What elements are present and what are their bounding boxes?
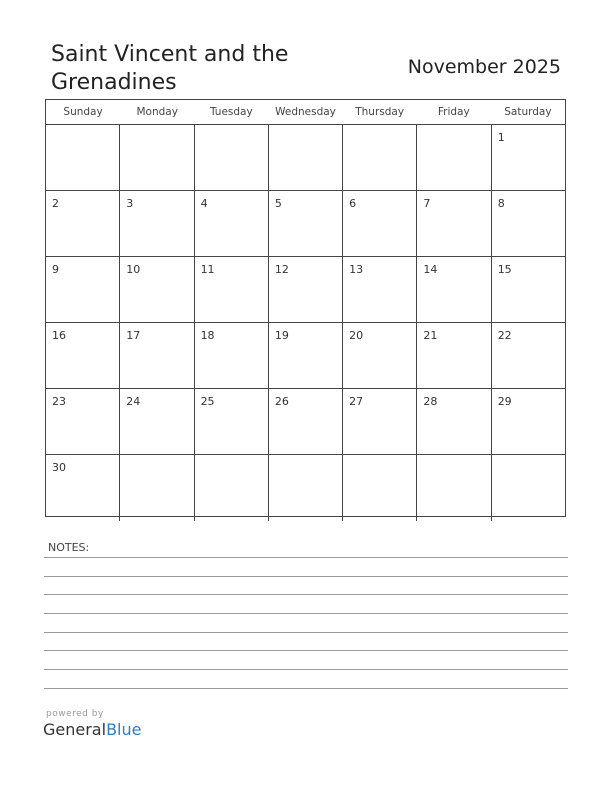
day-cell bbox=[269, 257, 343, 322]
weekday-sunday: Sunday bbox=[63, 106, 103, 118]
day-number: 8 bbox=[497, 197, 505, 210]
day-cell bbox=[417, 455, 491, 521]
month-label: November 2025 bbox=[407, 56, 561, 78]
day-cell bbox=[46, 323, 120, 388]
day-number: 5 bbox=[274, 197, 282, 210]
day-cell bbox=[46, 191, 120, 256]
day-cell bbox=[269, 125, 343, 190]
brand-blue: Blue bbox=[106, 720, 142, 739]
day-number: 9 bbox=[52, 263, 59, 276]
day-number: 7 bbox=[423, 197, 431, 210]
weekday-wednesday: Wednesday bbox=[275, 106, 336, 118]
day-cell bbox=[195, 191, 269, 256]
day-cell bbox=[492, 125, 565, 190]
day-cell bbox=[343, 455, 417, 521]
day-number: 12 bbox=[274, 263, 289, 276]
day-number: 19 bbox=[274, 329, 289, 342]
day-number: 13 bbox=[349, 263, 364, 276]
day-cell bbox=[343, 323, 417, 388]
week-row bbox=[46, 323, 565, 389]
notes-line bbox=[44, 688, 568, 689]
day-number: 18 bbox=[200, 329, 215, 342]
weekday-thursday: Thursday bbox=[355, 106, 405, 118]
day-cell bbox=[195, 389, 269, 454]
day-number: 2 bbox=[52, 197, 59, 210]
day-number: 17 bbox=[126, 329, 141, 342]
day-cell bbox=[417, 389, 491, 454]
day-number: 20 bbox=[349, 329, 364, 342]
day-cell bbox=[417, 125, 491, 190]
day-cell bbox=[417, 191, 491, 256]
day-number: 11 bbox=[200, 263, 215, 276]
day-number: 15 bbox=[497, 263, 512, 276]
week-row bbox=[46, 191, 565, 257]
notes-line bbox=[44, 576, 568, 577]
day-cell bbox=[120, 323, 194, 388]
day-cell bbox=[195, 455, 269, 521]
day-number: 4 bbox=[200, 197, 208, 210]
day-number: 1 bbox=[497, 131, 505, 144]
day-cell bbox=[120, 257, 194, 322]
day-number: 6 bbox=[349, 197, 357, 210]
day-cell bbox=[343, 191, 417, 256]
title-line-2: Grenadines bbox=[51, 70, 177, 95]
day-number: 26 bbox=[274, 395, 289, 408]
weekday-saturday: Saturday bbox=[504, 106, 552, 118]
day-cell bbox=[269, 191, 343, 256]
day-number: 27 bbox=[349, 395, 364, 408]
day-cell bbox=[343, 389, 417, 454]
notes-line bbox=[44, 650, 568, 651]
day-cell bbox=[492, 323, 565, 388]
title-line-1: Saint Vincent and the bbox=[51, 42, 289, 67]
week-row bbox=[46, 389, 565, 455]
brand-general: General bbox=[43, 720, 107, 739]
week-row bbox=[46, 455, 565, 521]
calendar-title bbox=[51, 41, 351, 97]
day-cell bbox=[269, 389, 343, 454]
notes-line bbox=[44, 557, 568, 558]
day-number: 23 bbox=[52, 395, 66, 408]
day-cell bbox=[417, 323, 491, 388]
day-cell bbox=[492, 191, 565, 256]
day-cell bbox=[120, 389, 194, 454]
week-row bbox=[46, 125, 565, 191]
day-cell bbox=[46, 389, 120, 454]
day-number: 21 bbox=[423, 329, 438, 342]
day-number: 14 bbox=[423, 263, 438, 276]
weekday-monday: Monday bbox=[136, 106, 178, 118]
day-cell bbox=[195, 323, 269, 388]
notes-line bbox=[44, 632, 568, 633]
day-cell bbox=[343, 125, 417, 190]
day-number: 3 bbox=[126, 197, 134, 210]
day-number: 30 bbox=[52, 461, 66, 474]
day-cell bbox=[492, 455, 565, 521]
day-cell bbox=[492, 257, 565, 322]
weekday-friday: Friday bbox=[437, 106, 470, 118]
day-cell bbox=[120, 125, 194, 190]
week-row bbox=[46, 257, 565, 323]
day-cell bbox=[46, 257, 120, 322]
notes-line bbox=[44, 613, 568, 614]
notes-line bbox=[44, 594, 568, 595]
day-number: 22 bbox=[497, 329, 512, 342]
day-cell bbox=[417, 257, 491, 322]
day-number: 25 bbox=[200, 395, 215, 408]
day-cell bbox=[46, 125, 120, 190]
day-cell bbox=[269, 323, 343, 388]
day-cell bbox=[195, 257, 269, 322]
day-cell bbox=[492, 389, 565, 454]
day-number: 29 bbox=[497, 395, 512, 408]
day-cell bbox=[120, 191, 194, 256]
day-cell bbox=[343, 257, 417, 322]
notes-line bbox=[44, 669, 568, 670]
brand-logo bbox=[43, 720, 141, 739]
day-cell bbox=[269, 455, 343, 521]
powered-by-text: powered by bbox=[46, 709, 104, 719]
day-cell bbox=[195, 125, 269, 190]
day-number: 24 bbox=[126, 395, 141, 408]
weekday-tuesday: Tuesday bbox=[209, 106, 253, 118]
weekday-header bbox=[46, 100, 565, 125]
day-number: 16 bbox=[52, 329, 66, 342]
day-cell bbox=[120, 455, 194, 521]
day-number: 28 bbox=[423, 395, 438, 408]
day-cell bbox=[46, 455, 120, 521]
day-number: 10 bbox=[126, 263, 141, 276]
calendar-grid bbox=[45, 99, 566, 517]
notes-label: NOTES: bbox=[48, 541, 90, 554]
